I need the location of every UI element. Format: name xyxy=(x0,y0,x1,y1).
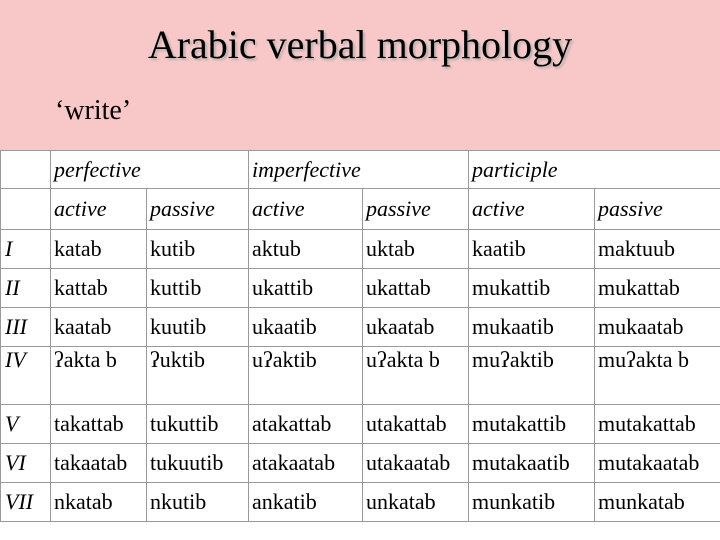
table-cell: uʔakta b xyxy=(363,347,469,405)
form-label: VII xyxy=(1,483,51,522)
form-label: IV xyxy=(1,347,51,405)
voice-header-row xyxy=(1,189,720,230)
table-cell: uktab xyxy=(363,230,469,269)
group-header-imperfective: imperfective xyxy=(249,151,469,189)
table-cell: nkutib xyxy=(147,483,249,522)
table-cell: aktub xyxy=(249,230,363,269)
group-header-row xyxy=(1,151,720,189)
table-cell: mukaatib xyxy=(469,308,595,347)
table-cell: ukattab xyxy=(363,269,469,308)
table-cell: atakattab xyxy=(249,405,363,444)
table-cell: kuttib xyxy=(147,269,249,308)
form-label: I xyxy=(1,230,51,269)
table-cell: muʔakta b xyxy=(595,347,720,405)
voice-header: passive xyxy=(363,189,469,230)
table-cell: unkatab xyxy=(363,483,469,522)
table-row xyxy=(1,483,720,522)
table-cell: ukaatib xyxy=(249,308,363,347)
table-cell: kaatib xyxy=(469,230,595,269)
table-cell: kaatab xyxy=(51,308,147,347)
table-row xyxy=(1,230,720,269)
empty-corner-cell xyxy=(1,151,51,189)
table-cell: uʔaktib xyxy=(249,347,363,405)
empty-corner-cell xyxy=(1,189,51,230)
table-cell: ʔuktib xyxy=(147,347,249,405)
table-cell: mutakaatib xyxy=(469,444,595,483)
table-cell: ukattib xyxy=(249,269,363,308)
group-header-perfective: perfective xyxy=(51,151,249,189)
table-cell: utakaatab xyxy=(363,444,469,483)
table-cell: tukuttib xyxy=(147,405,249,444)
group-header-participle: participle xyxy=(469,151,720,189)
voice-header: passive xyxy=(147,189,249,230)
table-cell: kuutib xyxy=(147,308,249,347)
table-cell: mukattib xyxy=(469,269,595,308)
form-label: II xyxy=(1,269,51,308)
table-cell: mukattab xyxy=(595,269,720,308)
form-label: V xyxy=(1,405,51,444)
voice-header: active xyxy=(469,189,595,230)
form-label: III xyxy=(1,308,51,347)
table-cell: takattab xyxy=(51,405,147,444)
table-cell: maktuub xyxy=(595,230,720,269)
table-row xyxy=(1,405,720,444)
page-title: Arabic verbal morphology xyxy=(147,22,573,67)
table-cell: mutakattib xyxy=(469,405,595,444)
table-cell: munkatab xyxy=(595,483,720,522)
table-cell: kattab xyxy=(51,269,147,308)
table-cell: muʔaktib xyxy=(469,347,595,405)
title-banner xyxy=(0,0,720,150)
page-subtitle: ‘write’ xyxy=(55,95,132,126)
table-cell: ankatib xyxy=(249,483,363,522)
morphology-table xyxy=(0,150,720,522)
voice-header: active xyxy=(51,189,147,230)
table-row xyxy=(1,444,720,483)
form-label: VI xyxy=(1,444,51,483)
voice-header: active xyxy=(249,189,363,230)
table-cell: mutakaatab xyxy=(595,444,720,483)
table-row xyxy=(1,308,720,347)
table-row xyxy=(1,347,720,405)
table-cell: takaatab xyxy=(51,444,147,483)
table-cell: mutakattab xyxy=(595,405,720,444)
table-cell: nkatab xyxy=(51,483,147,522)
table-cell: munkatib xyxy=(469,483,595,522)
table-row xyxy=(1,269,720,308)
table-cell: utakattab xyxy=(363,405,469,444)
table-cell: tukuutib xyxy=(147,444,249,483)
table-cell: kutib xyxy=(147,230,249,269)
table-cell: atakaatab xyxy=(249,444,363,483)
table-cell: katab xyxy=(51,230,147,269)
table-cell: mukaatab xyxy=(595,308,720,347)
table-cell: ukaatab xyxy=(363,308,469,347)
table-cell: ʔakta b xyxy=(51,347,147,405)
voice-header: passive xyxy=(595,189,720,230)
